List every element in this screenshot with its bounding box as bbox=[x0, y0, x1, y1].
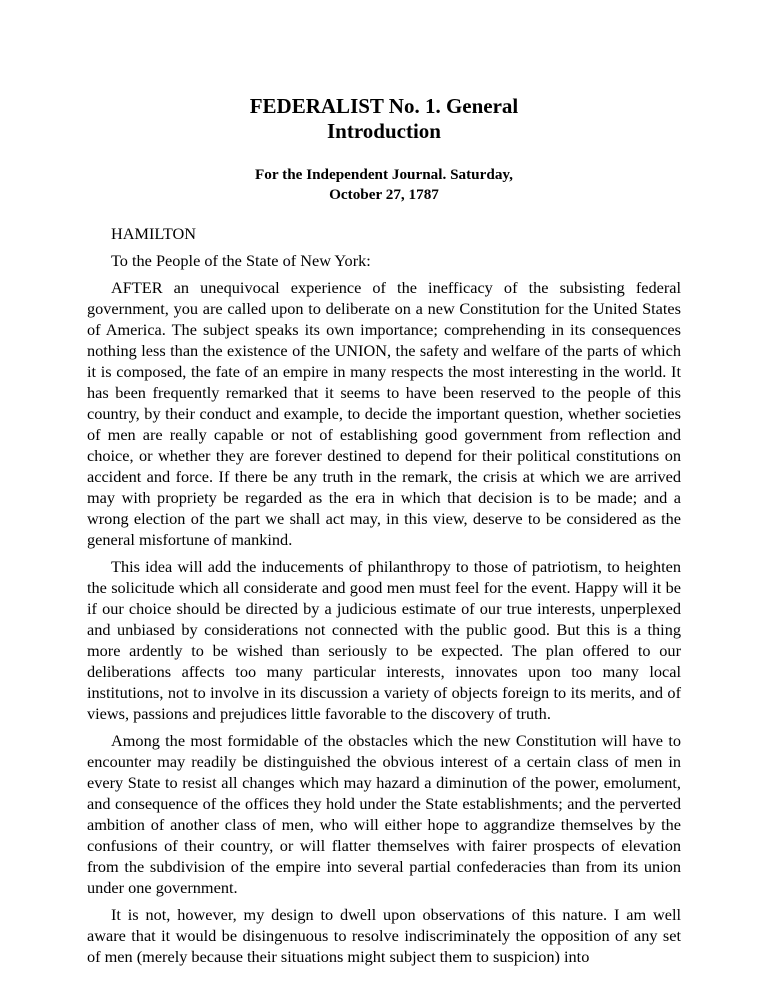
salutation-line: To the People of the State of New York: bbox=[111, 251, 371, 270]
body-paragraph-1: AFTER an unequivocal experience of the inefficacy of the subsisting federal government, you are called upon to deliberate on a new Constitution for the United States of America. The subject speaks its own importance; comprehending in its consequences nothing less than the existence of the UNION, the safety and welfare of the parts of which it is composed, the fate of an empire in many respects the most interesting in the world. It has been frequently remarked that it seems to have been reserved to the people of this country, by their conduct and example, to decide the important question, whether societies of men are really capable or not of establishing good government from reflection and choice, or whether they are forever destined to depend for their political constitutions on accident and force. If there be any truth in the remark, the crisis at which we are arrived may with propriety be regarded as the era in which that decision is to be made; and a wrong election of the part we shall act may, in this view, deserve to be considered as the general misfortune of mankind. bbox=[87, 278, 681, 549]
author-line: HAMILTON bbox=[111, 224, 197, 243]
document-subtitle: For the Independent Journal. Saturday, October 27, 1787 bbox=[255, 166, 513, 203]
document-title: FEDERALIST No. 1. General Introduction bbox=[249, 94, 519, 143]
body-paragraph-2: This idea will add the inducements of philanthropy to those of patriotism, to heighten the solicitude which all considerate and good men must feel for the event. Happy will it be if our choice should be directed by a judicious estimate of our true interests, unperplexed and unbiased by considerations not connected with the public good. But this is a thing more ardently to be wished than seriously to be expected. The plan offered to our deliberations affects too many particular interests, innovates upon too many local institutions, not to involve in its discussion a variety of objects foreign to its merits, and of views, passions and prejudices little favorable to the discovery of truth. bbox=[87, 557, 681, 723]
document-page bbox=[87, 0, 681, 967]
body-paragraph-3: Among the most formidable of the obstacles which the new Constitution will have to encounter may readily be distinguished the obvious interest of a certain class of men in every State to resist all changes which may hazard a diminution of the power, emolument, and consequence of the offices they hold under the State establishments; and the perverted ambition of another class of men, who will either hope to aggrandize themselves by the confusions of their country, or will flatter themselves with fairer prospects of elevation from the subdivision of the empire into several partial confederacies than from its union under one government. bbox=[87, 731, 681, 897]
body-paragraph-4: It is not, however, my design to dwell upon observations of this nature. I am well aware that it would be disingenuous to resolve indiscriminately the opposition of any set of men (merely because their situations might subject them to suspicion) into bbox=[87, 905, 681, 966]
